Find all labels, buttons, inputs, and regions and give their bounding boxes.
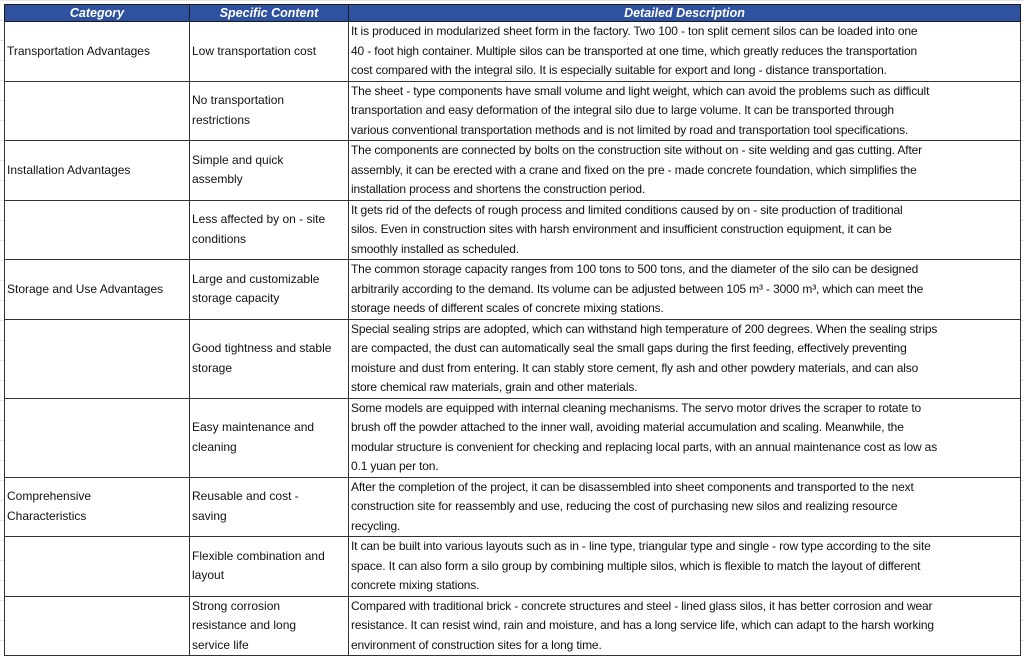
description-line: Compared with traditional brick - concrete structures and steel - lined glass silos, it has better corrosion and wear	[351, 598, 933, 613]
specific-content-line: Less affected by on - site	[192, 212, 326, 227]
specific-content-cell[interactable]	[190, 537, 349, 597]
category-cell[interactable]	[5, 398, 190, 477]
specific-content-line: saving	[192, 508, 227, 523]
category-cell[interactable]	[5, 537, 190, 597]
category-cell[interactable]: Storage and Use Advantages	[5, 260, 190, 320]
table-row	[5, 398, 1021, 477]
specific-content-line: Low transportation cost	[192, 43, 317, 58]
table-row	[5, 200, 1021, 260]
table-row	[5, 537, 1021, 597]
specific-content-line: Flexible combination and	[192, 548, 325, 563]
description-line: It is produced in modularized sheet form in the factory. Two 100 - ton split cement silos can be loaded into one	[351, 24, 918, 38]
specific-content-line: resistance and long	[192, 618, 297, 632]
specific-content-cell[interactable]	[190, 319, 349, 398]
silo-advantages-table	[4, 4, 1021, 656]
specific-content-cell[interactable]	[190, 596, 349, 656]
category-text: Characteristics	[7, 508, 87, 523]
description-line: construction site for reassembly and use, reducing the cost of purchasing new silos and realizing resource	[351, 499, 898, 513]
specific-content-line: Strong corrosion	[192, 598, 281, 613]
table-row	[5, 141, 1021, 201]
specific-content-line: layout	[192, 568, 225, 583]
description-line: modular structure is convenient for checking and replacing local parts, with an annual maintenance cost as low as	[351, 439, 938, 454]
header-category: Category	[5, 5, 190, 22]
specific-content-line: conditions	[192, 231, 247, 246]
table-row	[5, 22, 1021, 82]
description-line: 40 - foot high container. Multiple silos can be transported at one time, which greatly reduces the transportation	[351, 43, 918, 58]
description-cell[interactable]	[349, 477, 1021, 537]
description-cell[interactable]	[349, 319, 1021, 398]
category-cell[interactable]	[5, 477, 190, 537]
description-line: silos. Even in construction sites with harsh environment and insufficient construction equipment, it can be	[351, 222, 892, 236]
specific-content-line: assembly	[192, 172, 243, 187]
table-row	[5, 81, 1021, 141]
description-line: concrete mixing stations.	[351, 578, 480, 592]
description-line: 0.1 yuan per ton.	[351, 459, 439, 473]
specific-content-cell[interactable]	[190, 260, 349, 320]
description-cell[interactable]	[349, 81, 1021, 141]
description-line: moisture and dust from entering. It can stably store cement, fly ash and other powdery materials, and can also	[351, 360, 919, 375]
specific-content-cell[interactable]	[190, 22, 349, 82]
specific-content-line: Reusable and cost -	[192, 489, 299, 504]
description-line: After the completion of the project, it can be disassembled into sheet components and transported to the next	[351, 479, 914, 494]
description-cell[interactable]	[349, 141, 1021, 201]
description-line: various conventional transportation methods and is not limited by road and transportation tool specifications.	[351, 122, 909, 137]
description-line: store chemical raw materials, grain and other materials.	[351, 380, 638, 394]
category-cell[interactable]	[5, 319, 190, 398]
description-line: space. It can also form a silo group by combining multiple silos, which is flexible to match the layout of different	[351, 558, 921, 573]
specific-content-cell[interactable]	[190, 477, 349, 537]
specific-content-line: No transportation	[192, 93, 285, 108]
description-line: smoothly installed as scheduled.	[351, 241, 519, 256]
category-cell[interactable]: Installation Advantages	[5, 141, 190, 201]
table-row	[5, 319, 1021, 398]
description-cell[interactable]	[349, 22, 1021, 82]
specific-content-line: cleaning	[192, 439, 237, 454]
description-line: The components are connected by bolts on the construction site without on - site welding and gas cutting. After	[351, 143, 923, 157]
specific-content-line: service life	[192, 637, 249, 652]
specific-content-cell[interactable]	[190, 141, 349, 201]
description-line: brush off the powder attached to the inner wall, avoiding material accumulation and scaling. Meanwhile, the	[351, 420, 904, 434]
description-line: resistance. It can resist wind, rain and moisture, and has a long service life, which can adapt to the harsh working	[351, 618, 934, 632]
specific-content-line: Simple and quick	[192, 152, 284, 167]
specific-content-line: Good tightness and stable	[192, 341, 332, 355]
description-line: arbitrarily according to the demand. Its volume can be adjusted between 105 m³ - 3000 m³, which can meet the	[351, 281, 924, 296]
specific-content-cell[interactable]	[190, 81, 349, 141]
description-line: environment of construction sites for a long time.	[351, 637, 602, 652]
header-specific-content: Specific Content	[190, 5, 349, 22]
specific-content-line: Easy maintenance and	[192, 420, 315, 434]
description-cell[interactable]	[349, 200, 1021, 260]
description-line: transportation and easy deformation of the integral silo due to large volume. It can be transported through	[351, 103, 894, 117]
description-line: The common storage capacity ranges from 100 tons to 500 tons, and the diameter of the silo can be designed	[351, 262, 919, 276]
description-line: Some models are equipped with internal cleaning mechanisms. The servo motor drives the scraper to rotate to	[351, 400, 922, 415]
category-cell[interactable]	[5, 596, 190, 656]
description-line: are compacted, the dust can automatically seal the small gaps during the first feeding, effectively preventing	[351, 341, 907, 355]
table-row	[5, 596, 1021, 656]
description-cell[interactable]	[349, 596, 1021, 656]
description-line: It can be built into various layouts such as in - line type, triangular type and single - row type according to the site	[351, 539, 931, 553]
description-line: It gets rid of the defects of rough process and limited conditions caused by on - site production of traditional	[351, 202, 903, 217]
specific-content-cell[interactable]	[190, 398, 349, 477]
description-line: Special sealing strips are adopted, which can withstand high temperature of 200 degrees. When the sealing strips	[351, 321, 938, 336]
specific-content-line: restrictions	[192, 112, 251, 127]
category-cell[interactable]	[5, 81, 190, 141]
specific-content-line: storage	[192, 360, 233, 375]
category-cell[interactable]: Transportation Advantages	[5, 22, 190, 82]
description-line: cost compared with the integral silo. It is especially suitable for export and long - distance transportation.	[351, 63, 887, 77]
category-cell[interactable]	[5, 200, 190, 260]
description-cell[interactable]	[349, 398, 1021, 477]
category-text: Comprehensive	[7, 489, 92, 504]
specific-content-line: storage capacity	[192, 291, 280, 306]
table-row	[5, 260, 1021, 320]
description-line: recycling.	[351, 518, 401, 533]
header-row	[5, 5, 1021, 22]
header-detailed-description: Detailed Description	[349, 5, 1021, 22]
description-cell[interactable]	[349, 260, 1021, 320]
description-line: storage needs of different scales of concrete mixing stations.	[351, 301, 664, 315]
description-line: assembly, it can be erected with a crane and fixed on the pre - made concrete foundation, which simplifies the	[351, 162, 917, 177]
description-line: The sheet - type components have small volume and light weight, which can avoid the problems such as difficult	[351, 83, 930, 98]
description-cell[interactable]	[349, 537, 1021, 597]
specific-content-line: Large and customizable	[192, 271, 320, 286]
specific-content-cell[interactable]	[190, 200, 349, 260]
table-row	[5, 477, 1021, 537]
description-line: installation process and shortens the construction period.	[351, 182, 646, 196]
